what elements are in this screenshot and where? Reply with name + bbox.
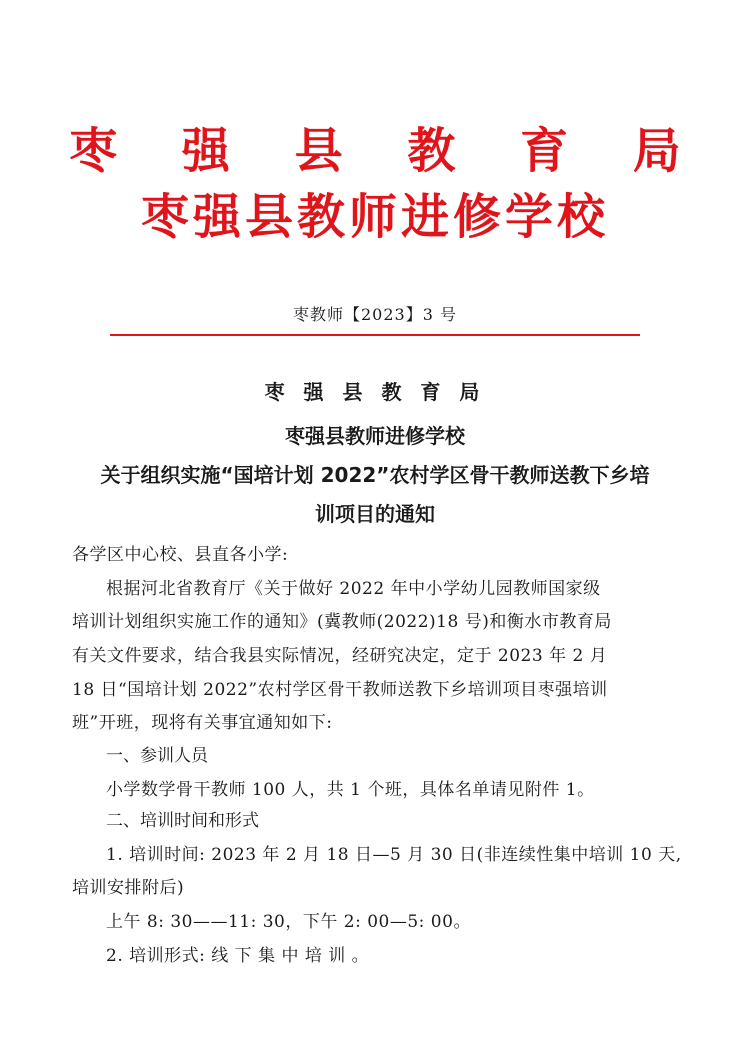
red-divider-line <box>110 334 640 336</box>
section-1-heading: 一、参训人员 <box>106 746 208 766</box>
item-1-line-2: 培训安排附后) <box>72 878 185 898</box>
paragraph-1-line-5: 班”开班，现将有关事宜通知如下: <box>72 713 333 733</box>
paragraph-1-line-3: 有关文件要求，结合我县实际情况，经研究决定，定于 2023 年 2 月 <box>72 646 608 666</box>
schedule-line: 上午 8: 30——11: 30，下午 2: 00—5: 00。 <box>106 912 471 932</box>
title-issuer-2: 枣强县教师进修学校 <box>285 424 465 448</box>
title-subject-line-2: 训项目的通知 <box>315 502 435 526</box>
item-1-line-1: 1. 培训时间: 2023 年 2 月 18 日—5 月 30 日(非连续性集中培训 10 天, <box>106 845 682 865</box>
section-2-heading: 二、培训时间和形式 <box>106 811 259 831</box>
title-subject-line-1: 关于组织实施“国培计划 2022”农村学区骨干教师送教下乡培 <box>100 463 650 487</box>
paragraph-1-line-1: 根据河北省教育厅《关于做好 2022 年中小学幼儿园教师国家级 <box>106 579 601 599</box>
paragraph-1-line-2: 培训计划组织实施工作的通知》(冀教师(2022)18 号)和衡水市教育局 <box>72 612 612 632</box>
section-1-text: 小学数学骨干教师 100 人，共 1 个班，具体名单请见附件 1。 <box>106 780 595 800</box>
letterhead-line-1: 枣 强 县 教 育 局 <box>69 123 705 179</box>
title-issuer-1: 枣 强 县 教 育 局 <box>264 380 486 404</box>
item-2: 2. 培训形式: 线 下 集 中 培 训 。 <box>106 946 370 966</box>
salutation: 各学区中心校、县直各小学: <box>72 545 289 565</box>
letterhead-line-2: 枣强县教师进修学校 <box>140 189 609 245</box>
paragraph-1-line-4: 18 日“国培计划 2022”农村学区骨干教师送教下乡培训项目枣强培训 <box>72 680 608 700</box>
document-number: 枣教师【2023】3 号 <box>293 305 457 324</box>
